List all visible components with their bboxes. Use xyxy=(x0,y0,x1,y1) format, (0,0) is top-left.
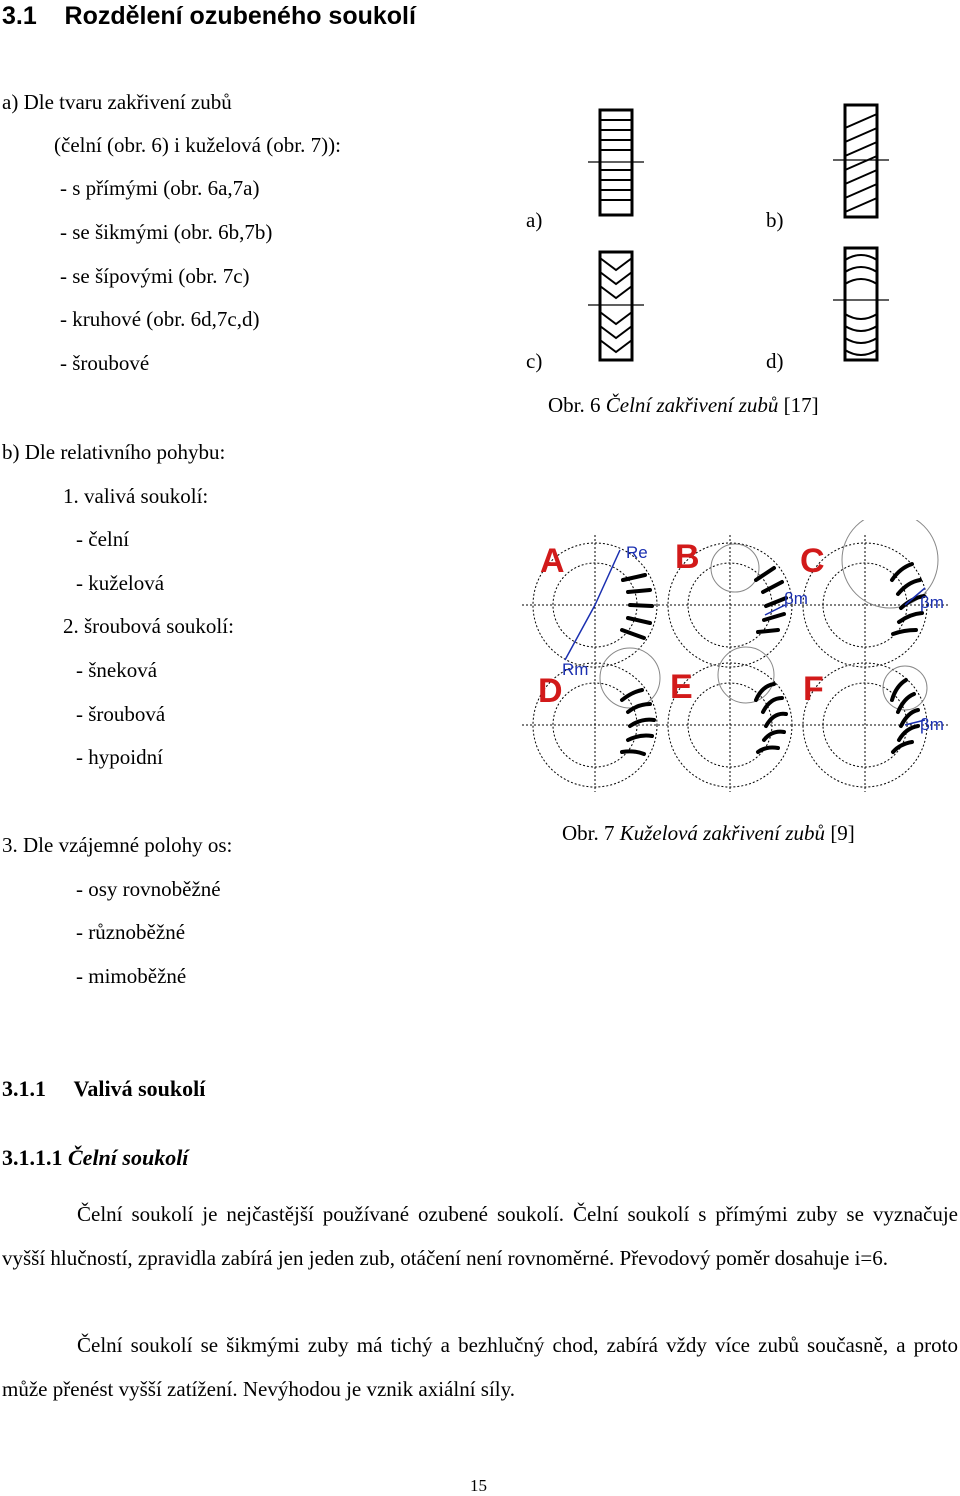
fig7-symbol-rm: Rm xyxy=(562,660,589,679)
list-item: - osy rovnoběžné xyxy=(76,877,221,901)
list-b-group2: 2. šroubová soukolí: xyxy=(63,614,234,638)
list-item: - mimoběžné xyxy=(76,964,187,988)
fig7-letter-a: A xyxy=(540,542,565,580)
fig7-symbol-re: Re xyxy=(626,543,648,562)
list-item: - se šípovými (obr. 7c) xyxy=(60,264,250,288)
list-item: - šroubové xyxy=(60,351,150,375)
list-item: - se šikmými (obr. 6b,7b) xyxy=(60,220,273,244)
figure-6 xyxy=(520,100,940,400)
paragraph-1: Čelní soukolí je nejčastější používané ozubené soukolí. Čelní soukolí s přímými zuby se vyznačuje vyšší hlučností, zpravidla zabírá jen jeden zub, otáčení není rovnoměrné. Převodový poměr dosahuje i=6. xyxy=(2,1202,958,1270)
list-item: - kuželová xyxy=(76,571,165,595)
fig6-label-b: b) xyxy=(766,208,784,232)
list-a-heading: a) Dle tvaru zakřivení zubů xyxy=(2,90,232,114)
spur-gear-drawing xyxy=(520,100,940,390)
paragraph-2: Čelní soukolí se šikmými zuby má tichý a bezhlučný chod, zabírá vždy více zubů současně, a proto může přenést vyšší zatížení. Nevýhodou je vznik axiální síly. xyxy=(2,1333,958,1401)
fig7-caption: Obr. 7 Kuželová zakřivení zubů [9] xyxy=(562,821,855,845)
list-item: - čelní xyxy=(76,527,130,551)
list-item: - s přímými (obr. 6a,7a) xyxy=(60,176,260,200)
fig7-letter-d: D xyxy=(538,672,563,710)
fig7-symbol-beta-b: βm xyxy=(784,589,808,608)
section-title: 3.1 Rozdělení ozubeného soukolí xyxy=(2,2,416,30)
page-number: 15 xyxy=(470,1476,487,1495)
fig7-symbol-beta-f: βm xyxy=(920,715,944,734)
list-item: - kruhové (obr. 6d,7c,d) xyxy=(60,307,260,331)
list-item: - hypoidní xyxy=(76,745,163,769)
list-item: - šroubová xyxy=(76,702,166,726)
subsubsection-title: 3.1.1.1 Čelní soukolí xyxy=(2,1145,189,1170)
list-a-sub: (čelní (obr. 6) i kuželová (obr. 7)): xyxy=(54,133,341,157)
fig7-letter-c: C xyxy=(800,542,825,580)
list-b-heading: b) Dle relativního pohybu: xyxy=(2,440,226,464)
fig7-symbol-beta-c: βm xyxy=(920,593,944,612)
fig6-label-c: c) xyxy=(526,349,543,373)
list-item: - různoběžné xyxy=(76,920,186,944)
fig7-letter-b: B xyxy=(675,538,700,576)
fig6-label-a: a) xyxy=(526,208,543,232)
list-b-group3: 3. Dle vzájemné polohy os: xyxy=(2,833,233,857)
fig6-caption: Obr. 6 Čelní zakřivení zubů [17] xyxy=(548,393,819,417)
bevel-gear-drawing xyxy=(520,520,950,795)
figure-7 xyxy=(520,520,950,795)
fig7-letter-f: F xyxy=(803,670,824,708)
fig6-label-d: d) xyxy=(766,349,784,373)
subsection-title: 3.1.1 Valivá soukolí xyxy=(2,1076,206,1101)
fig7-letter-e: E xyxy=(670,668,693,706)
list-item: - šneková xyxy=(76,658,158,682)
list-b-group1: 1. valivá soukolí: xyxy=(63,484,209,508)
